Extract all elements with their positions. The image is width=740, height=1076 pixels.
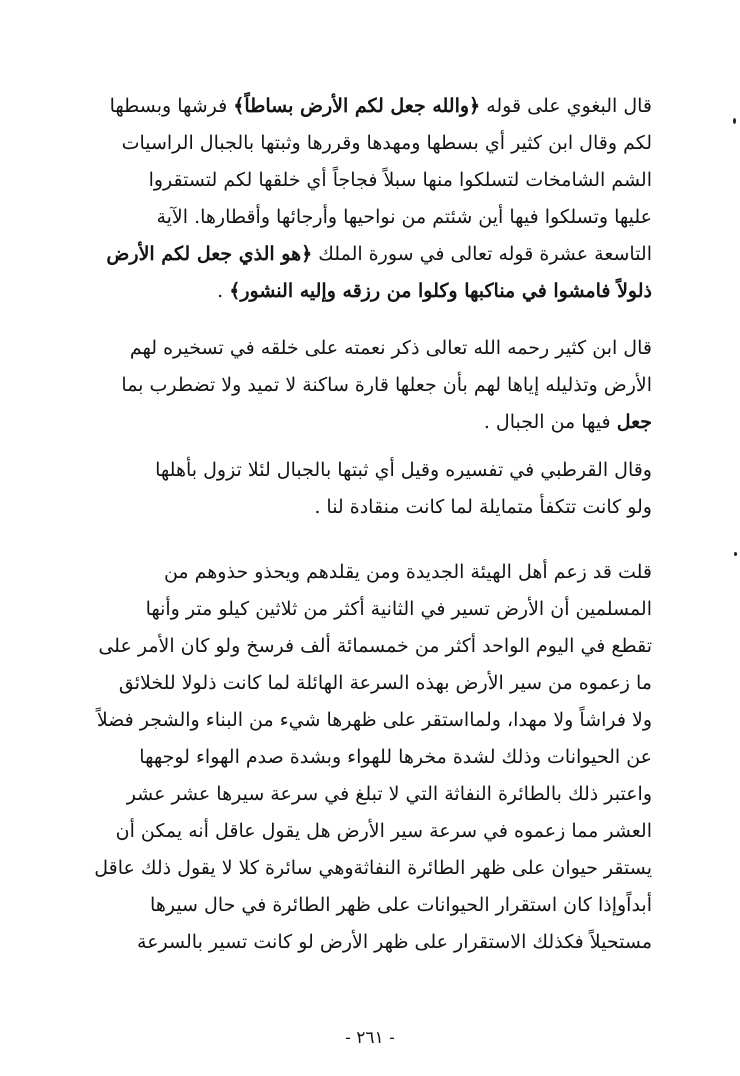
margin-speck — [734, 552, 737, 556]
text-line — [86, 702, 652, 739]
line-text: ما زعموه من سير الأرض بهذه السرعة الهائلة لما كانت ذلولا للخلائق — [118, 672, 652, 694]
text-line — [86, 199, 652, 236]
text-line — [86, 887, 652, 924]
text-line — [86, 236, 652, 273]
quran-verse-text: ﴿هو الذي جعل لكم الأرض — [106, 243, 313, 265]
line-text: وقال القرطبي في تفسيره وقيل أي ثبتها بالجبال لئلا تزول بأهلها — [155, 459, 652, 481]
line-text: قال البغوي على قوله — [480, 95, 652, 117]
text-line — [86, 273, 652, 310]
text-line — [86, 924, 652, 961]
line-text: عن الحيوانات وذلك لشدة مخرها للهواء وبشدة صدم الهواء لوجهها — [139, 746, 652, 768]
line-text: لكم وقال ابن كثير أي بسطها ومهدها وقررها وثبتها بالجبال الراسيات — [121, 132, 652, 154]
line-text: واعتبر ذلك بالطائرة النفاثة التي لا تبلغ في سرعة سيرها عشر عشر — [126, 783, 652, 805]
page-number: - ٢٦١ - — [345, 1028, 395, 1048]
text-line — [86, 813, 652, 850]
line-text: يستقر حيوان على ظهر الطائرة النفاثةوهي سائرة كلا لا يقول ذلك عاقل — [94, 857, 652, 879]
quran-verse-text: ﴿والله جعل لكم الأرض بساطاً﴾ — [233, 95, 481, 117]
line-text: أبداًوإذا كان استقرار الحيوانات على ظهر الطائرة في حال سيرها — [150, 894, 652, 916]
text-line — [86, 628, 652, 665]
text-line — [86, 850, 652, 887]
text-line — [86, 330, 652, 367]
text-line — [86, 776, 652, 813]
line-text: المسلمين أن الأرض تسير في الثانية أكثر من ثلاثين كيلو متر وأنها — [145, 598, 652, 620]
line-text: فرشها وبسطها — [109, 95, 234, 117]
line-text: الأرض وتذليله إياها لهم بأن جعلها قارة ساكنة لا تميد ولا تضطرب بما — [121, 374, 652, 396]
line-text: قال ابن كثير رحمه الله تعالى ذكر نعمته على خلقه في تسخيره لهم — [129, 337, 652, 359]
line-text: فيها من الجبال . — [483, 411, 617, 433]
paragraph-baghawi-quote — [86, 88, 652, 310]
paragraph-author-commentary — [86, 554, 652, 961]
text-line — [86, 739, 652, 776]
text-line — [86, 554, 652, 591]
line-text: ولو كانت تتكفأ متمايلة لما كانت منقادة لنا . — [314, 496, 652, 518]
line-text: ولا فراشاً ولا مهدا، ولمااستقر على ظهرها شيء من البناء والشجر فضلاً — [96, 709, 652, 731]
paragraph-ibn-kathir — [86, 330, 652, 441]
text-line — [86, 88, 652, 125]
margin-speck — [733, 118, 736, 124]
line-text: العشر مما زعموه في سرعة سير الأرض هل يقول عاقل أنه يمكن أن — [115, 820, 652, 842]
text-line — [86, 665, 652, 702]
line-text: مستحيلاً فكذلك الاستقرار على ظهر الأرض لو كانت تسير بالسرعة — [137, 931, 652, 953]
quran-verse-text: جعل — [616, 411, 652, 433]
text-line — [86, 404, 652, 441]
text-line — [86, 489, 652, 526]
line-text: قلت قد زعم أهل الهيئة الجديدة ومن يقلدهم ويحذو حذوهم من — [163, 561, 652, 583]
line-text: عليها وتسلكوا فيها أين شئتم من نواحيها وأرجائها وأقطارها. الآية — [156, 206, 652, 228]
text-line — [86, 125, 652, 162]
line-text: التاسعة عشرة قوله تعالى في سورة الملك — [312, 243, 652, 265]
line-text: . — [217, 280, 230, 302]
paragraph-qurtubi — [86, 452, 652, 526]
line-text: تقطع في اليوم الواحد أكثر من خمسمائة ألف فرسخ ولو كان الأمر على — [98, 635, 652, 657]
text-line — [86, 591, 652, 628]
text-line — [86, 367, 652, 404]
quran-verse-text: ذلولاً فامشوا في مناكبها وكلوا من رزقه وإليه النشور﴾ — [229, 280, 652, 302]
text-line — [86, 162, 652, 199]
text-line — [86, 452, 652, 489]
line-text: الشم الشامخات لتسلكوا منها سبلاً فجاجاً أي خلقها لكم لتستقروا — [148, 169, 652, 191]
